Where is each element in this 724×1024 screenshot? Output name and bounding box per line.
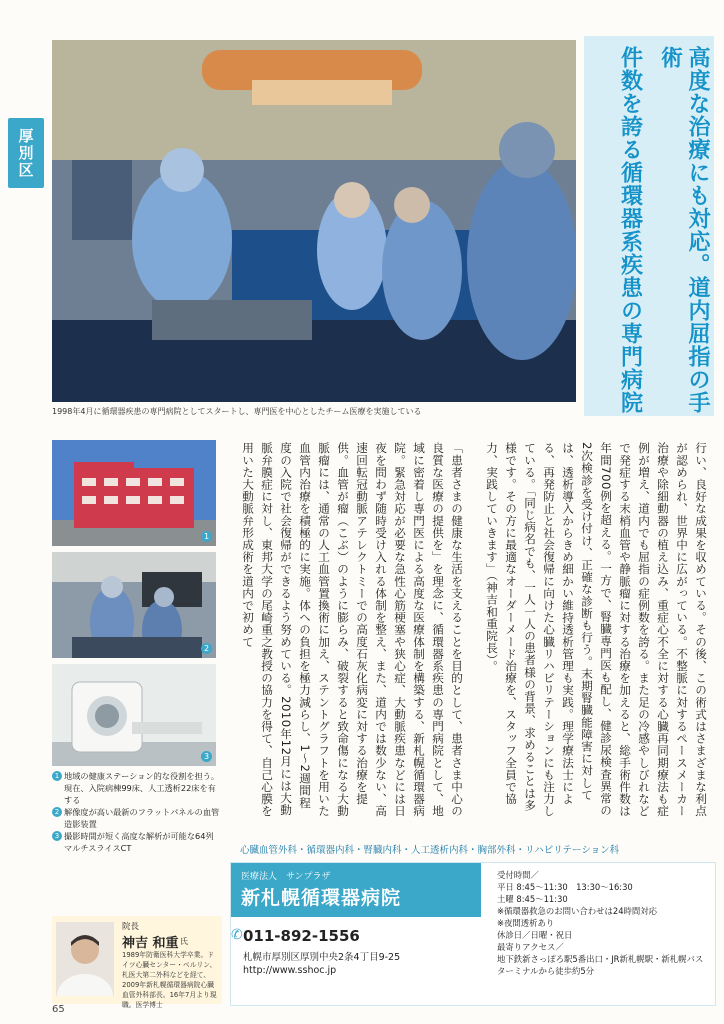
side-photo-captions [52, 770, 220, 854]
photo-caption: 1998年4月に循環器疾患の専門病院としてスタートし、専門医を中心としたチーム医療を実施している [52, 407, 422, 416]
director-profile [52, 916, 222, 1009]
photo-number: 1 [201, 531, 212, 542]
caption-item: 2 解像度が高い最新のフラットパネルの血管造影装置 [52, 806, 220, 830]
corporation-name: 医療法人 サンプラザ [241, 872, 331, 882]
caption-item: 1 地域の健康ステーション的な役割を担う。現在、入院病棟99床、人工透析22床を有する [52, 770, 220, 806]
page-number: 65 [52, 1004, 65, 1015]
angiography-room-photo [52, 552, 216, 658]
hospital-building-photo [52, 440, 216, 546]
article-column-2: 行い、良好な成果を収めている。その後、この術式はさまざまな利点が認められ、世界中に広がっている。不整脈に対するペースメーカー治療や除細動器の植え込み、重症心不全に対する心臓再同期療法も症例が増え、道内でも屈指の症例数を誇る。また足の冷感やしびれなどで発症する末梢血管や静脈瘤に対する治療を加えると、総手術件数は年間700例を超える。一方で、腎臓専門医も配し、健診尿検査異常の2次検診を受け付け、正確な診断も行う。末期腎臓能障害に対しては、透析導入からきめ細かい維持透析管理も実践。理学療法士による、再発防止と社会復帰に向けた心臓リハビリテーションにも注力している。「同じ病名でも、一人一人の患者様の背景、求めることは多様です。その方に最適なオーダーメード治療を、スタッフ全員で協力、実践していきます」（神吉和重院長）。 [485, 442, 708, 818]
hours-info [497, 869, 711, 977]
address: 札幌市厚別区厚別中央2条4丁目9-25 [243, 952, 401, 963]
caption-item: 3 撮影時間が短く高度な解析が可能な64列マルチスライスCT [52, 830, 220, 854]
director-name: 神吉 和重 [122, 936, 179, 951]
director-title: 院長 [122, 922, 140, 932]
article-column-1: 「患者さまの健康な生活を支えることを目的として、患者さま中心の良質な医療の提供を」を理念に、循環器系疾患の専門病院として、地域に密着し専門医による高度な医療体制を構築する、新札幌循環器病院。緊急対応が必要な急性心筋梗塞や狭心症、大動脈疾患などには日夜を問わず随時受け入れる体制を整え、また、道内では数少ない、高速回転冠動脈アテレクトミーでの高度石灰化病変に対する治療を提供。血管が瘤（こぶ）のように膨らみ、破裂すると致命傷になる大動脈瘤には、通常の人工血管置換術に加え、ステントグラフトを用いた血管内治療を積極的に実施。体への負担を極力減らし、1〜2週間程度の入院で社会復帰ができるよう努めている。2010年12月には大動脈弁膜症に対し、東邦大学の尾崎重之教授の協力を得て、自己心膜を用いた大動脈弁形成術を道内で初めて [241, 442, 464, 818]
hours-line: ※循環器救急のお問い合わせは24時間対応 [497, 906, 658, 916]
hours-line: 土曜 8:45〜11:30 [497, 894, 568, 904]
photo-number: 3 [201, 751, 212, 762]
phone-number[interactable]: 011-892-1556 [243, 927, 360, 945]
hours-line: 地下鉄新さっぽろ駅5番出口・JR新札幌駅・新札幌バスターミナルから徒歩約5分 [497, 954, 704, 976]
phone-icon: ✆ [231, 927, 243, 943]
headline-line-2: 件数を誇る循環器系疾患の専門病院 [617, 46, 643, 414]
hours-line: 受付時間／ [497, 870, 539, 880]
departments-list: 心臓血管外科・循環器内科・腎臓内科・人工透析内科・胸部外科・リハビリテーション科 [240, 845, 620, 856]
hospital-info-box [230, 862, 716, 1006]
hours-line: 休診日／日曜・祝日 [497, 930, 573, 940]
director-honorific: 氏 [180, 937, 188, 946]
hours-line: 平日 8:45〜11:30 13:30〜16:30 [497, 882, 633, 892]
director-photo [56, 922, 114, 996]
hours-line: 最寄りアクセス／ [497, 942, 564, 952]
district-tab: 厚別区 [8, 118, 44, 188]
ct-scanner-photo [52, 664, 216, 766]
photo-number: 2 [201, 643, 212, 654]
hospital-name: 新札幌循環器病院 [241, 887, 402, 909]
hospital-header [231, 863, 481, 917]
operating-room-photo [52, 40, 576, 402]
headline-box [584, 36, 714, 416]
headline-line-1: 高度な治療にも対応。道内屈指の手術 [657, 46, 710, 414]
website-link[interactable]: http://www.sshoc.jp [243, 965, 337, 976]
director-bio: 1989年防衛医科大学卒業。ドイツ心臓センター・ベルリン、札医大第二外科などを経て、2009年新札幌循環器病院心臓血管外科部長。16年7月より現職。医学博士 [122, 951, 217, 1009]
hours-line: ※夜間透析あり [497, 918, 555, 928]
